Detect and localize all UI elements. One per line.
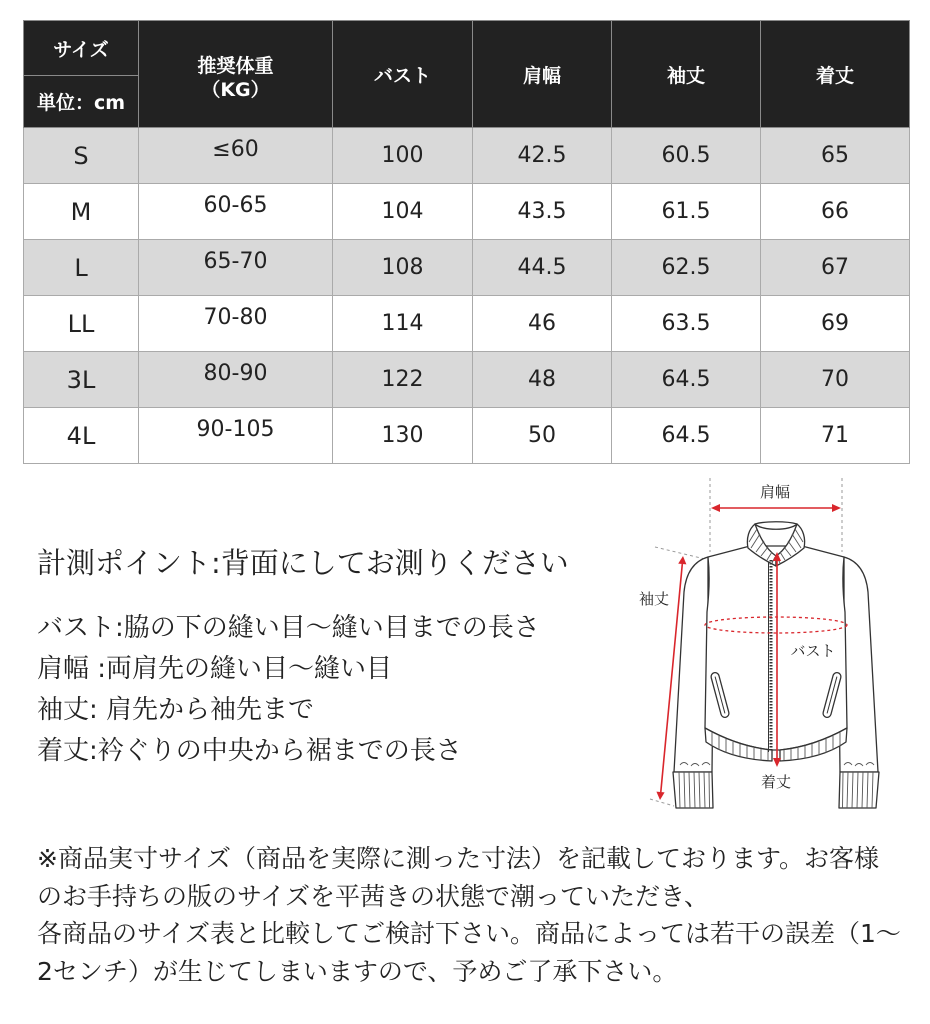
weight-cell — [139, 408, 333, 464]
shoulder-cell: 46 — [473, 296, 612, 352]
sleeve-cell: 64.5 — [612, 352, 761, 408]
size-cell: 4L — [24, 408, 139, 464]
size-cell: L — [24, 240, 139, 296]
shoulder-column-header: 肩幅 — [473, 21, 612, 128]
size-row-ll — [24, 296, 910, 352]
bust-cell: 104 — [333, 184, 473, 240]
size-chart-table — [23, 20, 910, 464]
length-cell: 70 — [761, 352, 910, 408]
length-cell: 65 — [761, 128, 910, 184]
jacket-outline — [673, 522, 879, 808]
shoulder-cell: 42.5 — [473, 128, 612, 184]
weight-cell — [139, 296, 333, 352]
measurement-guide-list — [37, 608, 540, 772]
bust-cell: 122 — [333, 352, 473, 408]
weight-cell — [139, 184, 333, 240]
note-line: のお手持ちの版のサイズを平茜きの状態で潮っていただき、 — [37, 881, 710, 911]
size-row-l — [24, 240, 910, 296]
size-row-3l — [24, 352, 910, 408]
weight-value: 80-90 — [203, 361, 268, 386]
unit-label: 単位：cm — [24, 76, 139, 128]
size-chart-body — [24, 128, 910, 464]
length-cell: 67 — [761, 240, 910, 296]
sleeve-cell: 62.5 — [612, 240, 761, 296]
sleeve-cell: 60.5 — [612, 128, 761, 184]
shoulder-cell: 44.5 — [473, 240, 612, 296]
bust-cell: 130 — [333, 408, 473, 464]
size-chart-header — [24, 21, 910, 128]
weight-value: 90-105 — [196, 417, 275, 442]
sleeve-cell: 61.5 — [612, 184, 761, 240]
size-row-s — [24, 128, 910, 184]
length-cell: 71 — [761, 408, 910, 464]
weight-cell — [139, 128, 333, 184]
weight-value: 65-70 — [203, 249, 268, 274]
bust-column-header: バスト — [333, 21, 473, 128]
bust-cell: 100 — [333, 128, 473, 184]
weight-header-unit: （KG） — [201, 79, 270, 101]
weight-cell — [139, 240, 333, 296]
shoulder-cell: 50 — [473, 408, 612, 464]
sleeve-cell: 63.5 — [612, 296, 761, 352]
weight-column-header — [139, 21, 333, 128]
length-label: 着丈 — [760, 773, 792, 791]
note-line: ※商品実寸サイズ（商品を実際に測った寸法）を記載しております。お客様 — [37, 844, 879, 873]
size-row-m — [24, 184, 910, 240]
size-cell: LL — [24, 296, 139, 352]
measurement-item-length: 着丈:衿ぐりの中央から裾までの長さ — [37, 736, 462, 766]
sleeve-cell: 64.5 — [612, 408, 761, 464]
shoulder-cell: 48 — [473, 352, 612, 408]
measurement-item-bust: バスト:脇の下の縫い目〜縫い目までの長さ — [37, 613, 540, 643]
size-column-header: サイズ — [24, 21, 139, 76]
bust-cell: 108 — [333, 240, 473, 296]
shoulder-label: 肩幅 — [759, 483, 791, 501]
size-row-4l — [24, 408, 910, 464]
sleeve-label: 袖丈 — [638, 590, 670, 608]
weight-value: ≤60 — [212, 137, 259, 162]
back-collar — [755, 522, 797, 530]
shoulder-cell: 43.5 — [473, 184, 612, 240]
note-line: 2センチ）が生じてしまいますので、予めご了承下さい。 — [37, 956, 678, 986]
weight-value: 60-65 — [203, 193, 268, 218]
shoulder-width-arrow — [711, 504, 841, 512]
note-line: 各商品のサイズ表と比較してご検討下さい。商品によっては若干の誤差（1〜 — [37, 919, 901, 948]
length-column-header: 着丈 — [761, 21, 910, 128]
weight-header-label: 推奨体重 — [197, 55, 274, 77]
measurement-guide-title: 計測ポイント:背面にしてお測りください — [37, 546, 569, 580]
bust-cell: 114 — [333, 296, 473, 352]
size-cell: M — [24, 184, 139, 240]
weight-cell — [139, 352, 333, 408]
measurement-item-shoulder: 肩幅 :両肩先の縫い目〜縫い目 — [37, 654, 393, 684]
weight-value: 70-80 — [203, 305, 268, 330]
size-cell: 3L — [24, 352, 139, 408]
length-cell: 69 — [761, 296, 910, 352]
size-note — [37, 840, 901, 990]
length-cell: 66 — [761, 184, 910, 240]
sleeve-column-header: 袖丈 — [612, 21, 761, 128]
bust-label: バスト — [790, 642, 836, 660]
size-cell: S — [24, 128, 139, 184]
measurement-item-sleeve: 袖丈: 肩先から袖先まで — [37, 695, 315, 725]
jacket-measurement-diagram — [628, 472, 898, 817]
